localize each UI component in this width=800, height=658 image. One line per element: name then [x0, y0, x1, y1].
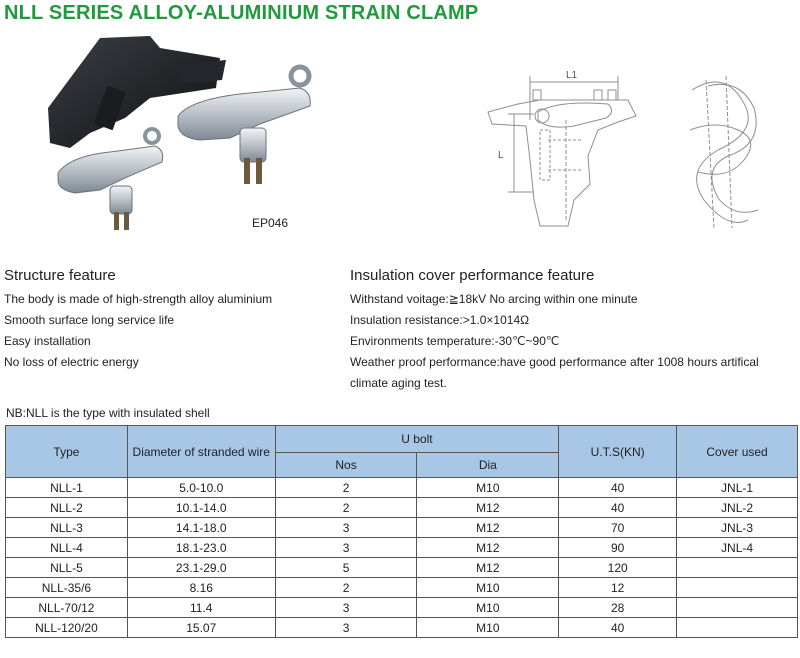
cell-cover [677, 578, 798, 598]
cell-type: NLL-2 [6, 498, 128, 518]
cell-dia: M10 [417, 598, 559, 618]
structure-item: The body is made of high-strength alloy aluminium [4, 292, 273, 306]
cell-diameter: 10.1-14.0 [127, 498, 275, 518]
header-cover: Cover used [677, 426, 798, 478]
cell-type: NLL-120/20 [6, 618, 128, 638]
cell-dia: M12 [417, 538, 559, 558]
table-row [6, 598, 798, 618]
cell-uts: 40 [559, 498, 677, 518]
cell-type: NLL-5 [6, 558, 128, 578]
cell-dia: M10 [417, 618, 559, 638]
cell-type: NLL-70/12 [6, 598, 128, 618]
cell-dia: M10 [417, 478, 559, 498]
cell-uts: 28 [559, 598, 677, 618]
cell-nos: 2 [275, 498, 417, 518]
cell-dia: M12 [417, 518, 559, 538]
product-photo [30, 28, 330, 238]
product-code: EP046 [252, 216, 289, 230]
table-row [6, 518, 798, 538]
cell-cover [677, 558, 798, 578]
cell-type: NLL-3 [6, 518, 128, 538]
cell-type: NLL-1 [6, 478, 128, 498]
cell-uts: 12 [559, 578, 677, 598]
insulation-list [350, 289, 759, 394]
cell-nos: 3 [275, 598, 417, 618]
header-nos: Nos [275, 453, 417, 478]
cell-cover: JNL-1 [677, 478, 798, 498]
cell-cover: JNL-3 [677, 518, 798, 538]
cell-cover [677, 598, 798, 618]
dim-l1-label: L1 [566, 70, 578, 81]
insulation-item: Insulation resistance:>1.0×1014Ω [350, 313, 530, 327]
insulation-item: Environments temperature:-30℃~90℃ [350, 334, 560, 348]
cell-nos: 2 [275, 578, 417, 598]
cell-cover: JNL-4 [677, 538, 798, 558]
cell-uts: 70 [559, 518, 677, 538]
header-type: Type [6, 426, 128, 478]
spec-table-body [6, 478, 798, 638]
cell-diameter: 14.1-18.0 [127, 518, 275, 538]
cell-nos: 3 [275, 618, 417, 638]
structure-list [4, 289, 272, 373]
insulation-item: climate aging test. [350, 376, 447, 390]
cell-cover [677, 618, 798, 638]
table-row [6, 578, 798, 598]
cell-diameter: 15.07 [127, 618, 275, 638]
cell-uts: 40 [559, 618, 677, 638]
dim-l-label: L [498, 150, 504, 161]
page-title: NLL SERIES ALLOY-ALUMINIUM STRAIN CLAMP [4, 2, 479, 24]
table-row [6, 498, 798, 518]
cell-nos: 3 [275, 538, 417, 558]
cell-type: NLL-4 [6, 538, 128, 558]
spec-table [5, 425, 798, 638]
insulation-item: Withstand voitage:≧18kV No arcing within one minute [350, 292, 638, 306]
cell-type: NLL-35/6 [6, 578, 128, 598]
structure-item: Smooth surface long service life [4, 313, 175, 327]
insulation-heading: Insulation cover performance feature [350, 267, 595, 284]
header-dia: Dia [417, 453, 559, 478]
cell-dia: M12 [417, 498, 559, 518]
table-row [6, 538, 798, 558]
cell-cover: JNL-2 [677, 498, 798, 518]
cell-diameter: 11.4 [127, 598, 275, 618]
cell-dia: M12 [417, 558, 559, 578]
cell-nos: 2 [275, 478, 417, 498]
cell-nos: 5 [275, 558, 417, 578]
cell-uts: 40 [559, 478, 677, 498]
cell-diameter: 18.1-23.0 [127, 538, 275, 558]
cell-nos: 3 [275, 518, 417, 538]
cell-diameter: 23.1-29.0 [127, 558, 275, 578]
cell-dia: M10 [417, 578, 559, 598]
table-row [6, 558, 798, 578]
cell-uts: 120 [559, 558, 677, 578]
insulation-item: Weather proof performance:have good performance after 1008 hours artifical [350, 355, 759, 369]
note-text: NB:NLL is the type with insulated shell [6, 406, 210, 420]
header-ubolt: U bolt [275, 426, 559, 453]
table-row [6, 478, 798, 498]
cell-diameter: 5.0-10.0 [127, 478, 275, 498]
structure-item: Easy installation [4, 334, 91, 348]
header-diameter: Diameter of stranded wire [127, 426, 275, 478]
cell-diameter: 8.16 [127, 578, 275, 598]
table-row [6, 618, 798, 638]
cell-uts: 90 [559, 538, 677, 558]
header-uts: U.T.S(KN) [559, 426, 677, 478]
structure-item: No loss of electric energy [4, 355, 139, 369]
technical-drawing [478, 60, 783, 240]
structure-heading: Structure feature [4, 267, 116, 284]
